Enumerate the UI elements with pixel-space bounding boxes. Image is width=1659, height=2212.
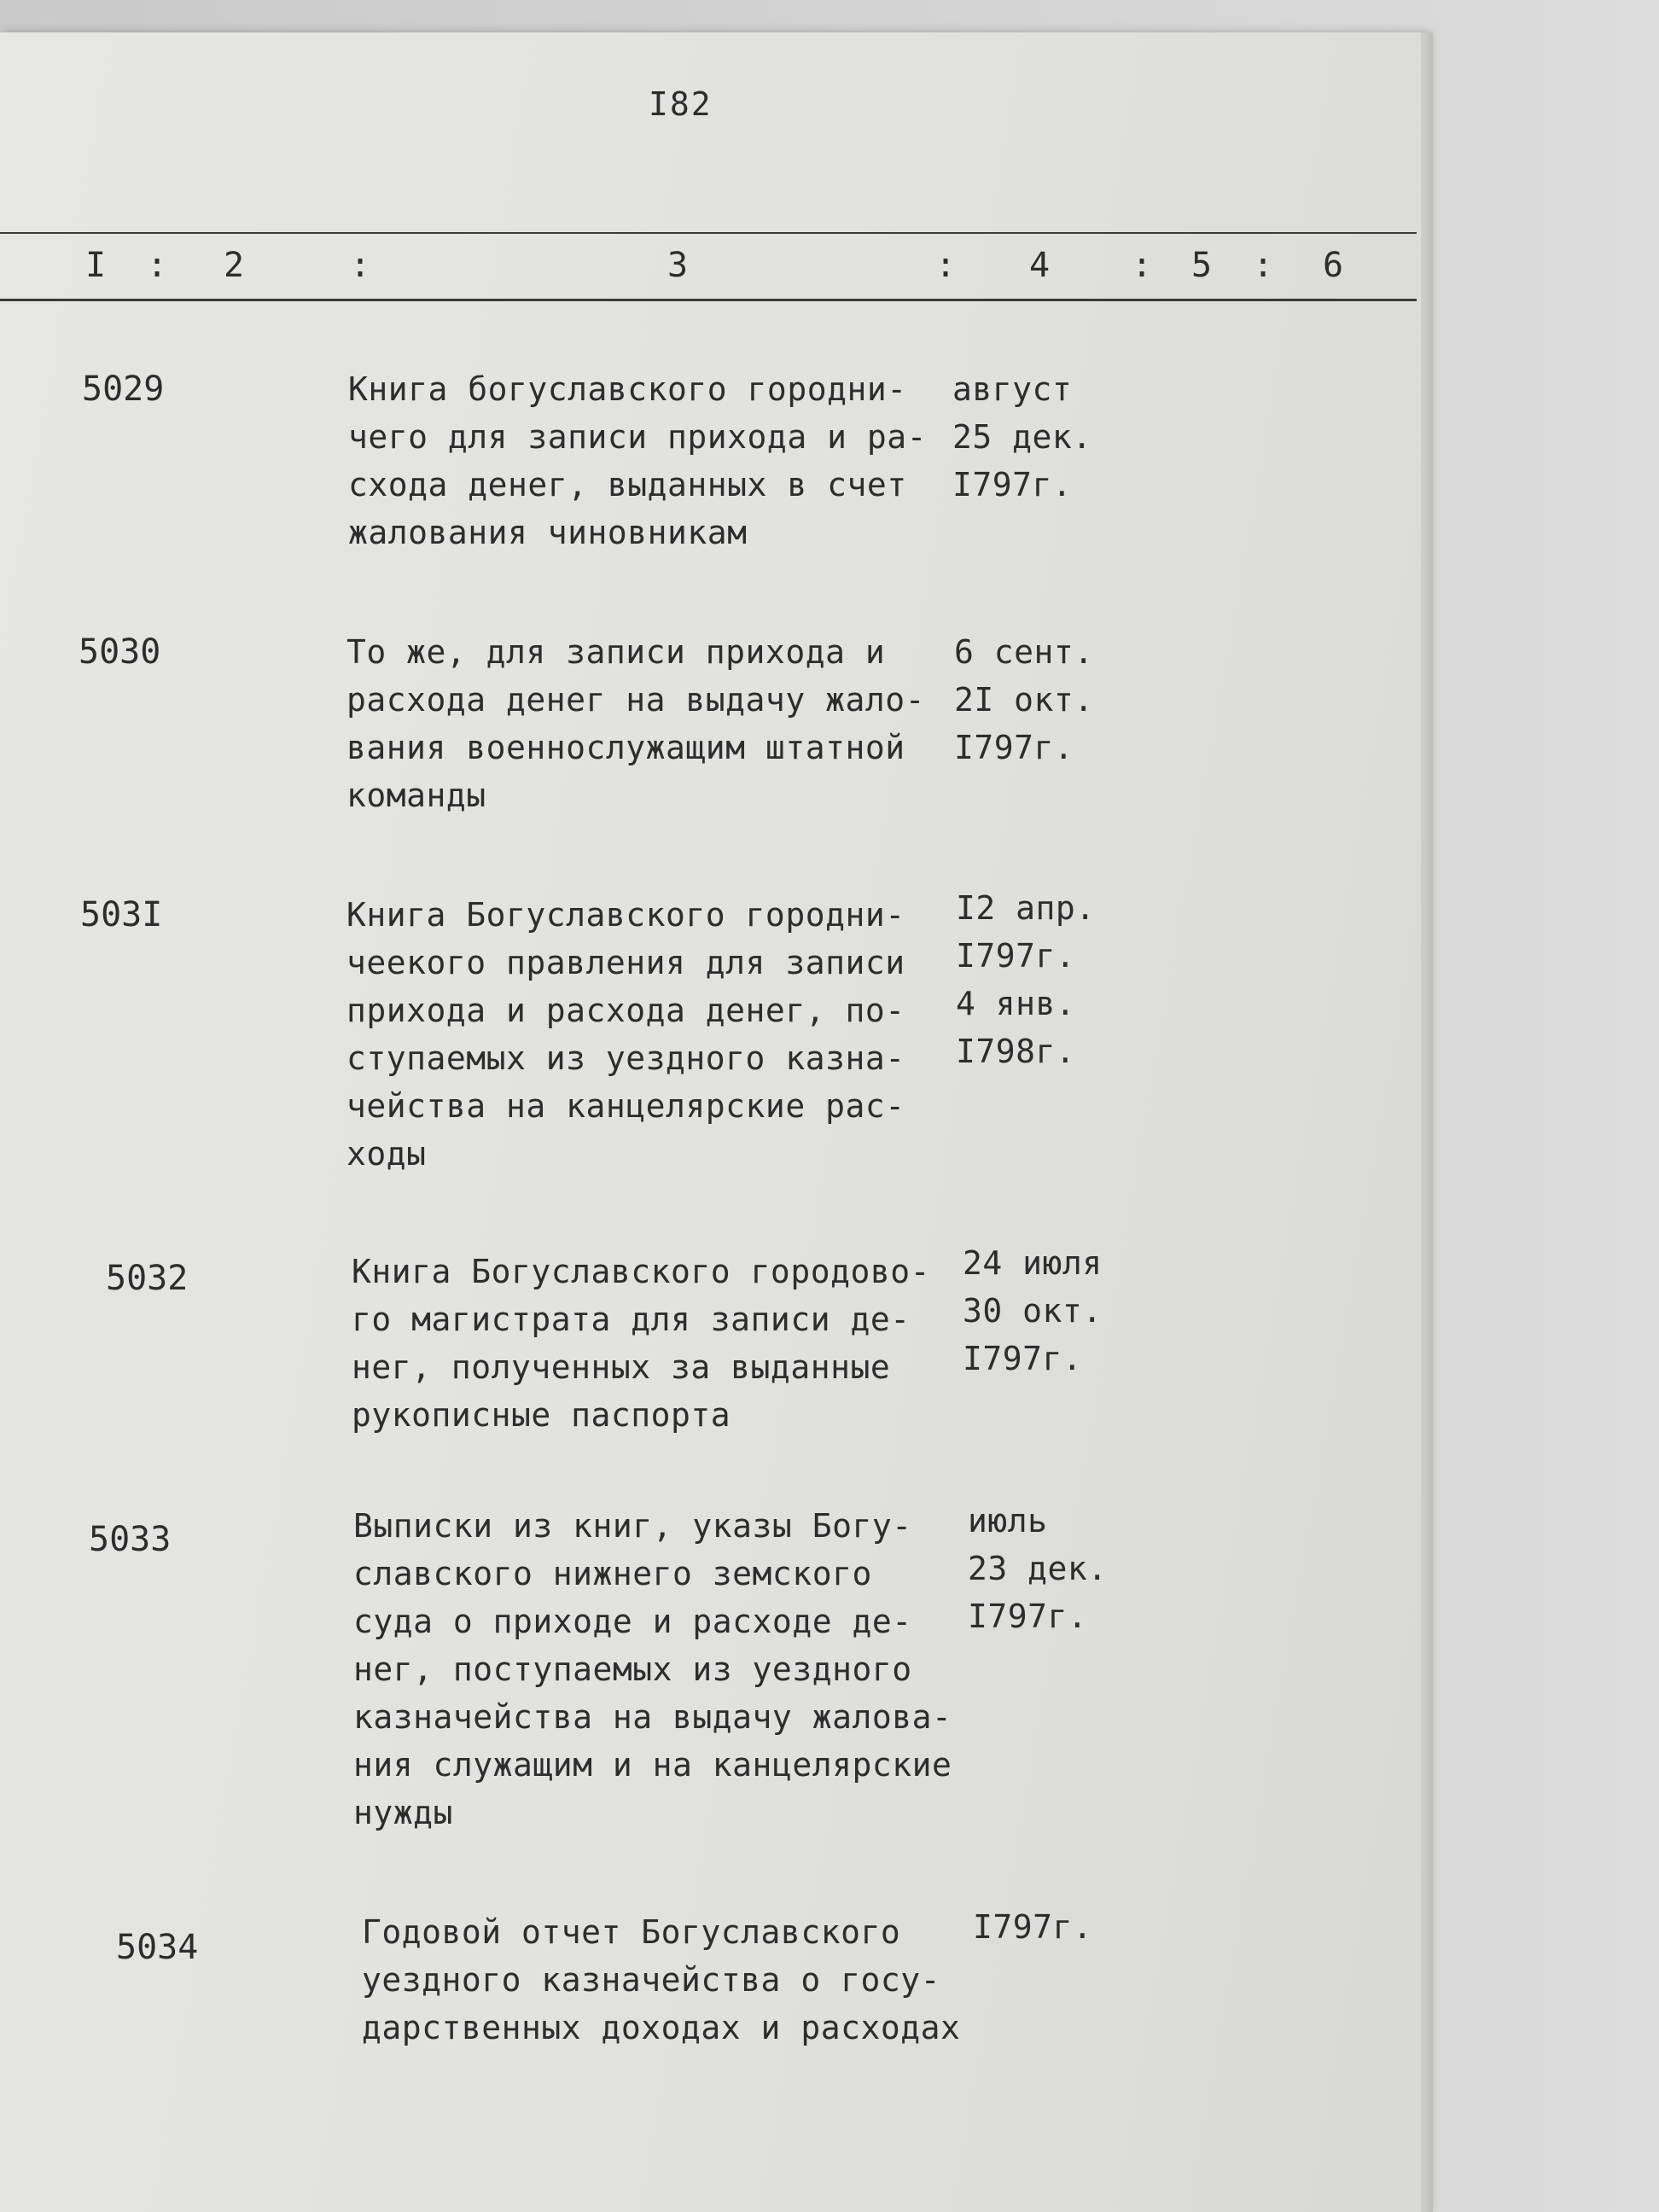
description-line: Книга Богуславского городово- [352, 1253, 930, 1290]
description-line: Книга богуславского городни- [348, 370, 907, 408]
column-header-1: I [85, 246, 107, 285]
description-line: ступаемых из уездного казна- [346, 1039, 905, 1077]
column-header-3: 3 [667, 246, 689, 285]
date-line: 30 окт. [963, 1292, 1103, 1330]
entry-number: 5032 [106, 1259, 189, 1298]
description-line: прихода и расхода денег, по- [346, 992, 905, 1029]
description-line: го магистрата для записи де- [352, 1301, 911, 1338]
entry-number: 5030 [79, 632, 161, 672]
description-line: команды [346, 777, 486, 814]
entry-description [352, 1248, 930, 1439]
entry-dates [963, 1239, 1103, 1382]
description-line: нужды [353, 1794, 453, 1831]
entry-description [348, 365, 927, 556]
description-line: дарственных доходах и расходах [362, 2009, 961, 2046]
date-line: июль [968, 1502, 1048, 1540]
column-header-6: 6 [1323, 246, 1344, 285]
entry-number: 5029 [82, 370, 165, 409]
entry-dates [952, 365, 1092, 509]
date-line: I797г. [956, 937, 1076, 975]
page-edge [1421, 32, 1433, 2212]
column-header-separator: : [1132, 246, 1153, 285]
description-line: Выписки из книг, указы Богу- [353, 1507, 912, 1545]
date-line: I797г. [963, 1340, 1083, 1377]
column-header-separator: : [935, 246, 957, 285]
column-header-separator: : [1253, 246, 1274, 285]
entry-description [346, 628, 925, 819]
entry-description [346, 891, 905, 1178]
description-line: расхода денег на выдачу жало- [346, 681, 925, 719]
description-line: чеекого правления для записи [346, 944, 905, 981]
description-line: славского нижнего земского [353, 1555, 872, 1592]
description-line: ходы [346, 1135, 427, 1173]
description-line: чего для записи прихода и ра- [348, 418, 927, 456]
description-line: жалования чиновникам [348, 514, 748, 551]
entry-dates [954, 628, 1094, 771]
column-header-2: 2 [224, 246, 245, 285]
entry-number: 5033 [89, 1520, 172, 1559]
page-number: I82 [649, 85, 713, 123]
description-line: чейства на канцелярские рас- [346, 1087, 905, 1125]
entry-description [362, 1908, 960, 2052]
date-line: 23 дек. [968, 1550, 1108, 1587]
entry-dates [973, 1903, 1092, 1951]
date-line: I797г. [952, 466, 1073, 504]
date-line: I797г. [968, 1598, 1088, 1635]
date-line: 4 янв. [956, 985, 1076, 1022]
entry-description [353, 1502, 952, 1837]
date-line: I798г. [956, 1033, 1076, 1070]
description-line: Годовой отчет Богуславского [362, 1913, 901, 1951]
date-line: 25 дек. [952, 418, 1092, 456]
description-line: схода денег, выданных в счет [348, 466, 907, 504]
entry-dates [968, 1497, 1108, 1640]
description-line: суда о приходе и расходе де- [353, 1603, 912, 1640]
column-header-4: 4 [1029, 246, 1051, 285]
table-header-bottom-rule [0, 299, 1417, 301]
date-line: 2I окт. [954, 681, 1094, 719]
description-line: рукописные паспорта [352, 1396, 731, 1434]
description-line: ния служащим и на канцелярские [353, 1746, 952, 1784]
entry-number: 503I [80, 895, 163, 934]
entry-dates [956, 884, 1096, 1075]
table-header-top-rule [0, 232, 1417, 234]
date-line: I797г. [973, 1908, 1093, 1946]
column-header-separator: : [350, 246, 371, 285]
description-line: То же, для записи прихода и [346, 633, 886, 671]
description-line: вания военнослужащим штатной [346, 729, 905, 766]
description-line: казначейства на выдачу жалова- [353, 1698, 952, 1736]
column-header-separator: : [147, 246, 168, 285]
description-line: уездного казначейства о госу- [362, 1961, 940, 1999]
entry-number: 5034 [116, 1928, 199, 1967]
description-line: нег, поступаемых из уездного [353, 1650, 912, 1688]
description-line: Книга Богуславского городни- [346, 896, 905, 934]
column-header-5: 5 [1191, 246, 1213, 285]
date-line: I2 апр. [956, 889, 1096, 927]
date-line: 24 июля [963, 1244, 1103, 1282]
date-line: август [952, 370, 1073, 408]
date-line: I797г. [954, 729, 1074, 766]
description-line: нег, полученных за выданные [352, 1348, 891, 1386]
date-line: 6 сент. [954, 633, 1094, 671]
